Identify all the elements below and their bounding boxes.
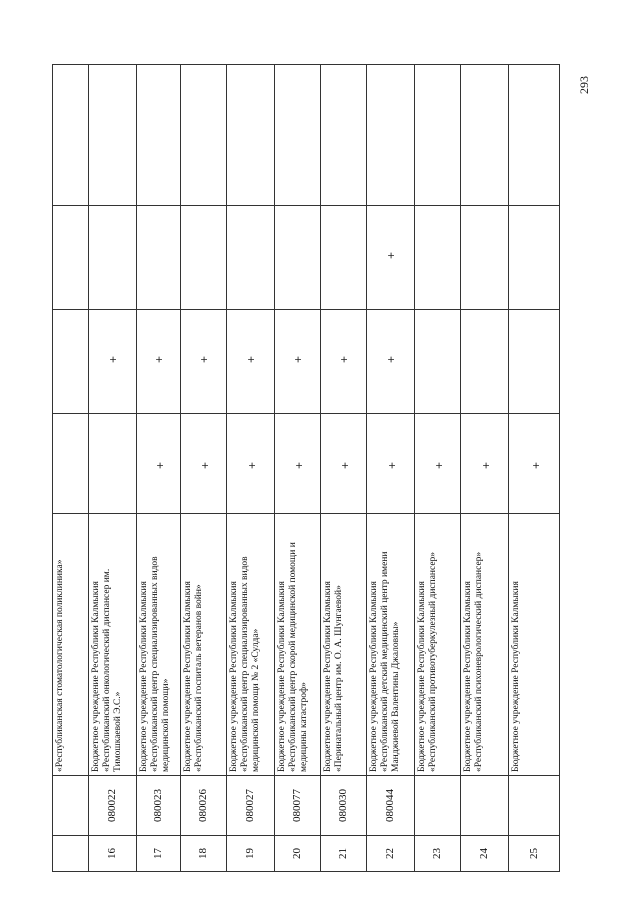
table-row — [414, 64, 460, 872]
table-row — [226, 64, 274, 872]
mark-cell-b — [275, 310, 320, 414]
code-cell — [461, 776, 508, 836]
mark-cell-b — [461, 310, 508, 414]
mark-cell-a — [321, 414, 366, 514]
mark-cell-b — [367, 310, 414, 414]
mark-cell-c — [53, 206, 88, 310]
row-number-cell: 23 — [415, 836, 460, 872]
code-cell — [415, 776, 460, 836]
mark-cell-b — [509, 310, 559, 414]
mark-cell-d — [367, 64, 414, 206]
mark-cell-b — [321, 310, 366, 414]
mark-cell-a — [367, 414, 414, 514]
mark-cell-b — [181, 310, 226, 414]
plus-mark: + — [385, 461, 399, 469]
mark-cell-a — [89, 414, 136, 514]
mark-cell-a — [461, 414, 508, 514]
code-cell: 080022 — [89, 776, 136, 836]
plus-mark: + — [384, 251, 398, 259]
row-number-cell: 25 — [509, 836, 559, 872]
plus-mark: + — [432, 461, 446, 469]
plus-mark: + — [244, 355, 258, 363]
plus-mark: + — [106, 355, 120, 363]
code-cell — [509, 776, 559, 836]
plus-mark: + — [152, 355, 166, 363]
code-cell — [53, 776, 88, 836]
row-number-cell: 24 — [461, 836, 508, 872]
plus-mark: + — [479, 461, 493, 469]
code-cell: 080044 — [367, 776, 414, 836]
organization-name-cell: Бюджетное учреждение Республики Калмыкия «Республиканский центр специализированных видов медицинской помощи № 2 «Сулда» — [227, 514, 274, 776]
row-number-cell: 16 — [89, 836, 136, 872]
mark-cell-c — [89, 206, 136, 310]
mark-cell-c — [227, 206, 274, 310]
mark-cell-b — [415, 310, 460, 414]
plus-mark: + — [292, 461, 306, 469]
page-number: 293 — [577, 76, 591, 94]
plus-mark: + — [245, 461, 259, 469]
mark-cell-b — [227, 310, 274, 414]
mark-cell-c — [181, 206, 226, 310]
mark-cell-d — [461, 64, 508, 206]
row-number-cell: 18 — [181, 836, 226, 872]
table-row — [460, 64, 508, 872]
organization-name-cell: Бюджетное учреждение Республики Калмыкия «Республиканский противотуберкулезный диспансер» — [415, 514, 460, 776]
row-number-cell: 17 — [137, 836, 180, 872]
row-number-cell — [53, 836, 88, 872]
mark-cell-a — [53, 414, 88, 514]
organization-name-cell: Бюджетное учреждение Республики Калмыкия «Республиканский онкологический диспансер им. Тимошкаевой Э.С.» — [89, 514, 136, 776]
mark-cell-a — [227, 414, 274, 514]
organization-name-cell: Бюджетное учреждение Республики Калмыкия «Республиканский детский медицинский центр имени Манджиевой Валентины Джаловны» — [367, 514, 414, 776]
mark-cell-c — [415, 206, 460, 310]
plus-mark: + — [337, 355, 351, 363]
table-row — [52, 64, 88, 872]
organization-name-cell: Бюджетное учреждение Республики Калмыкия «Перинатальный центр им. О. А. Шунгаевой» — [321, 514, 366, 776]
mark-cell-a — [181, 414, 226, 514]
mark-cell-a — [275, 414, 320, 514]
plus-mark: + — [529, 461, 543, 469]
mark-cell-b — [53, 310, 88, 414]
table-row — [274, 64, 320, 872]
table-row — [88, 64, 136, 872]
table-wrapper — [52, 64, 560, 872]
mark-cell-d — [137, 64, 180, 206]
mark-cell-d — [415, 64, 460, 206]
mark-cell-d — [275, 64, 320, 206]
mark-cell-c — [321, 206, 366, 310]
plus-mark: + — [291, 355, 305, 363]
row-number-cell: 22 — [367, 836, 414, 872]
mark-cell-c — [509, 206, 559, 310]
code-cell: 080077 — [275, 776, 320, 836]
document-table — [52, 64, 560, 872]
table-row — [136, 64, 180, 872]
mark-cell-a — [509, 414, 559, 514]
mark-cell-a — [137, 414, 180, 514]
row-number-cell: 21 — [321, 836, 366, 872]
table-row — [320, 64, 366, 872]
mark-cell-d — [53, 64, 88, 206]
mark-cell-c — [137, 206, 180, 310]
mark-cell-c — [275, 206, 320, 310]
organization-name-cell: «Республиканская стоматологическая поликлиника» — [53, 514, 88, 776]
mark-cell-d — [227, 64, 274, 206]
mark-cell-b — [89, 310, 136, 414]
organization-name-cell: Бюджетное учреждение Республики Калмыкия «Республиканский госпиталь ветеранов войн» — [181, 514, 226, 776]
organization-name-cell: Бюджетное учреждение Республики Калмыкия — [509, 514, 559, 776]
mark-cell-d — [509, 64, 559, 206]
row-number-cell: 19 — [227, 836, 274, 872]
code-cell: 080030 — [321, 776, 366, 836]
mark-cell-d — [321, 64, 366, 206]
mark-cell-d — [181, 64, 226, 206]
plus-mark: + — [198, 461, 212, 469]
code-cell: 080026 — [181, 776, 226, 836]
mark-cell-b — [137, 310, 180, 414]
organization-name-cell: Бюджетное учреждение Республики Калмыкия «Республиканский центр специализированных видов медицинской помощи» — [137, 514, 180, 776]
mark-cell-d — [89, 64, 136, 206]
code-cell: 080023 — [137, 776, 180, 836]
plus-mark: + — [153, 461, 167, 469]
mark-cell-c — [461, 206, 508, 310]
table-row — [366, 64, 414, 872]
plus-mark: + — [384, 355, 398, 363]
organization-name-cell: Бюджетное учреждение Республики Калмыкия «Республиканский психоневрологический диспансер» — [461, 514, 508, 776]
organization-name-cell: Бюджетное учреждение Республики Калмыкия «Республиканский центр скорой медицинской помощи и медицины катастроф» — [275, 514, 320, 776]
mark-cell-c — [367, 206, 414, 310]
plus-mark: + — [197, 355, 211, 363]
table-row — [508, 64, 560, 872]
code-cell: 080027 — [227, 776, 274, 836]
plus-mark: + — [338, 461, 352, 469]
row-number-cell: 20 — [275, 836, 320, 872]
mark-cell-a — [415, 414, 460, 514]
table-row — [180, 64, 226, 872]
